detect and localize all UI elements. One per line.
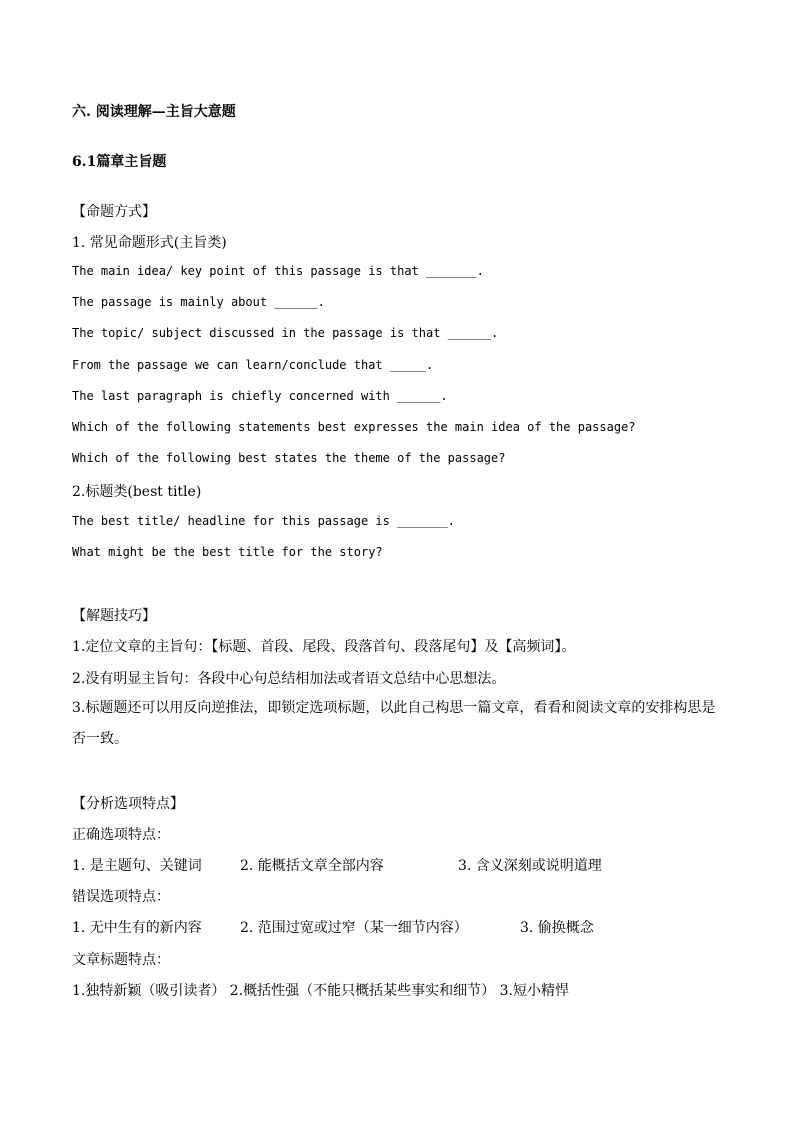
- form-line: Which of the following best states the theme of the passage?: [72, 451, 506, 465]
- wrong-option: 3. 偷换概念: [520, 920, 594, 936]
- wrong-options-label: 错误选项特点：: [72, 889, 170, 905]
- form-line: The passage is mainly about ______.: [72, 295, 325, 309]
- form-line: From the passage we can learn/conclude that _____.: [72, 358, 434, 372]
- correct-option: 2. 能概括文章全部内容: [240, 858, 384, 874]
- form-line: The topic/ subject discussed in the passage is that ______.: [72, 326, 499, 340]
- form-line: The best title/ headline for this passage is _______.: [72, 514, 455, 528]
- correct-option: 3. 含义深刻或说明道理: [458, 858, 602, 874]
- wrong-options-row: [72, 917, 594, 937]
- forms-item-2: 2.标题类(best title): [72, 484, 202, 500]
- tip-item: 1.定位文章的主旨句：【标题、首段、尾段、段落首句、段落尾句】及【高频词】。: [72, 639, 576, 655]
- wrong-option: 2. 范围过宽或过窄（某一细节内容）: [240, 920, 468, 936]
- correct-option: 1. 是主题句、关键词: [72, 858, 202, 874]
- wrong-option: 1. 无中生有的新内容: [72, 920, 202, 936]
- forms-heading: 【命题方式】: [72, 204, 156, 220]
- subsection-title: 6.1篇章主旨题: [72, 154, 167, 170]
- correct-options-row: [72, 855, 602, 875]
- section-title: 六. 阅读理解—主旨大意题: [72, 104, 236, 120]
- tips-heading: 【解题技巧】: [72, 608, 156, 624]
- form-line: The last paragraph is chiefly concerned with ______.: [72, 389, 448, 403]
- tip-item: 3.标题题还可以用反向逆推法，即锁定选项标题，以此自己构思一篇文章，看看和阅读文章的安排构思是否一致。: [72, 700, 716, 747]
- tip-item: 2.没有明显主旨句：各段中心句总结相加法或者语文总结中心思想法。: [72, 671, 506, 687]
- title-features-label: 文章标题特点：: [72, 952, 170, 968]
- form-line: The main idea/ key point of this passage is that _______.: [72, 264, 484, 278]
- title-features: 1.独特新颖（吸引读者） 2.概括性强（不能只概括某些事实和细节） 3.短小精悍: [72, 983, 569, 999]
- forms-item-1: 1. 常见命题形式(主旨类): [72, 235, 227, 251]
- correct-options-label: 正确选项特点：: [72, 827, 170, 843]
- form-line: Which of the following statements best expresses the main idea of the passage?: [72, 420, 636, 434]
- form-line: What might be the best title for the story?: [72, 545, 383, 559]
- analysis-heading: 【分析选项特点】: [72, 796, 184, 812]
